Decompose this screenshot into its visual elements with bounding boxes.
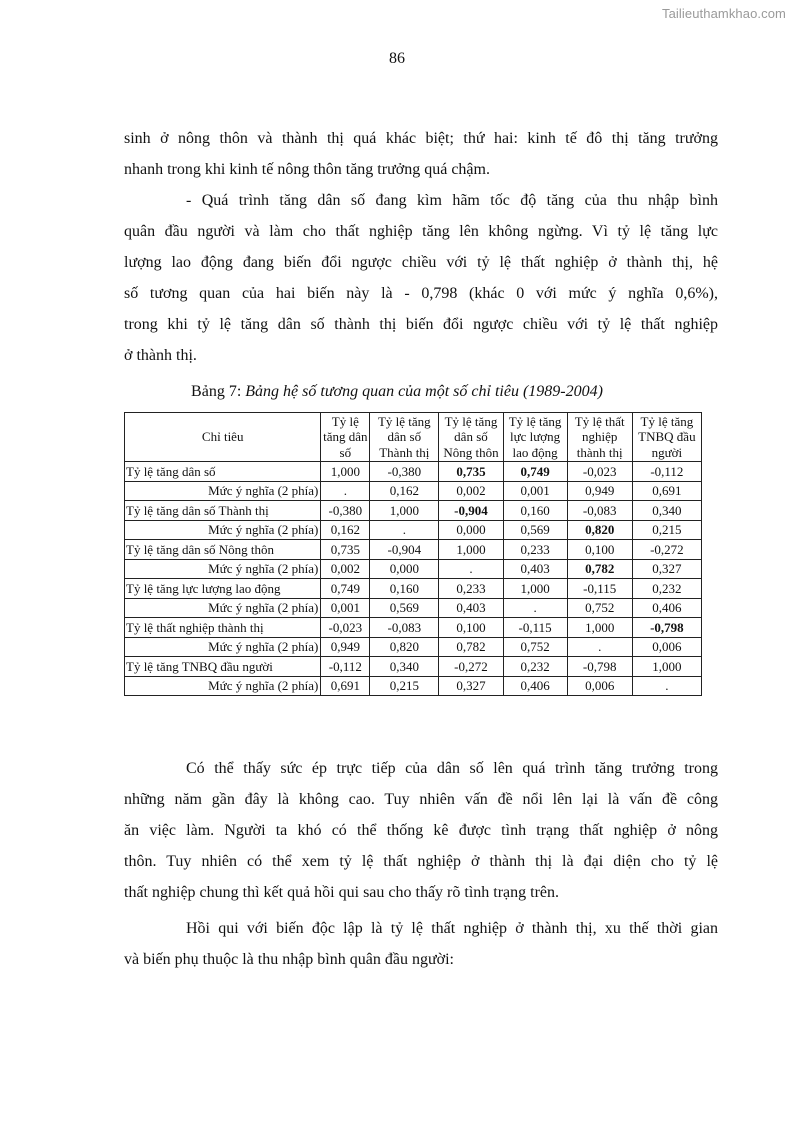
table-cell: 0,002	[321, 559, 370, 579]
table-cell: 0,006	[632, 637, 701, 657]
paragraph-line: Có thể thấy sức ép trực tiếp của dân số lên quá trình tăng trưởng trong	[186, 760, 718, 777]
paragraph-line: ăn việc làm. Người ta khó có thể thống kê được tình trạng thất nghiệp ở nông	[124, 822, 718, 839]
row-label: Tỷ lệ tăng dân số	[125, 462, 321, 482]
header-cell: Tỷ lệ tăng dân số Thành thị	[370, 413, 439, 462]
paragraph-2	[124, 185, 718, 371]
paragraph-line: thôn. Tuy nhiên có thể xem tỷ lệ thất nghiệp ở thành thị là đại diện cho tỷ lệ	[124, 853, 718, 870]
coefficient-row	[125, 618, 702, 638]
correlation-table	[124, 412, 702, 696]
significance-row	[125, 598, 702, 618]
table-cell: -0,798	[632, 618, 701, 638]
table-cell: 0,406	[503, 676, 567, 696]
table-cell: 0,735	[321, 540, 370, 560]
table-cell: 0,752	[503, 637, 567, 657]
header-cell: Tỷ lệ thất nghiệp thành thị	[567, 413, 632, 462]
table-cell: 0,403	[439, 598, 503, 618]
table-cell: 1,000	[503, 579, 567, 599]
watermark: Tailieuthamkhao.com	[661, 6, 786, 21]
table-cell: 0,949	[321, 637, 370, 657]
table-cell: -0,112	[321, 657, 370, 677]
table-cell: -0,023	[321, 618, 370, 638]
table-cell: 0,215	[632, 520, 701, 540]
table-cell: -0,112	[632, 462, 701, 482]
table-cell: -0,083	[370, 618, 439, 638]
table-cell: -0,380	[321, 501, 370, 521]
table-cell: 0,001	[321, 598, 370, 618]
paragraph-line: lượng lao động đang biến đổi ngược chiều với tỷ lệ thất nghiệp ở thành thị, hệ	[124, 254, 718, 271]
table-caption	[0, 383, 794, 401]
table-cell: 0,100	[439, 618, 503, 638]
table-cell: .	[503, 598, 567, 618]
table-cell: 0,215	[370, 676, 439, 696]
table-cell: .	[439, 559, 503, 579]
paragraph-line: trong khi tỷ lệ tăng dân số thành thị biến đổi ngược chiều với tỷ lệ thất nghiệp	[124, 316, 718, 333]
table-cell: 0,406	[632, 598, 701, 618]
coefficient-row	[125, 501, 702, 521]
row-label: Tỷ lệ thất nghiệp thành thị	[125, 618, 321, 638]
paragraph-line: sinh ở nông thôn và thành thị quá khác biệt; thứ hai: kinh tế đô thị tăng trưởng	[124, 130, 718, 147]
significance-row	[125, 559, 702, 579]
row-label: Mức ý nghĩa (2 phía)	[125, 598, 321, 618]
table-cell: -0,023	[567, 462, 632, 482]
table-cell: -0,115	[567, 579, 632, 599]
paragraph-line: những năm gần đây là không cao. Tuy nhiên vấn đề nổi lên lại là vấn đề công	[124, 791, 718, 808]
table-cell: 0,160	[370, 579, 439, 599]
paragraph-line: Hồi qui với biến độc lập là tỷ lệ thất nghiệp ở thành thị, xu thế thời gian	[186, 920, 718, 937]
row-label: Mức ý nghĩa (2 phía)	[125, 559, 321, 579]
table-cell: 0,340	[370, 657, 439, 677]
table-cell: 0,735	[439, 462, 503, 482]
paragraph-line: nhanh trong khi kinh tế nông thôn tăng trưởng quá chậm.	[124, 161, 490, 178]
table-caption-prefix: Bảng 7:	[191, 383, 246, 400]
table-cell: 0,006	[567, 676, 632, 696]
table-cell: 0,232	[503, 657, 567, 677]
paragraph-line: thất nghiệp chung thì kết quả hồi qui sau cho thấy rõ tình trạng trên.	[124, 884, 560, 901]
table-cell: 0,820	[370, 637, 439, 657]
table-cell: .	[321, 481, 370, 501]
table-cell: 0,820	[567, 520, 632, 540]
table-cell: -0,904	[439, 501, 503, 521]
table-cell: 0,403	[503, 559, 567, 579]
table-cell: 0,162	[370, 481, 439, 501]
row-label: Tỷ lệ tăng lực lượng lao động	[125, 579, 321, 599]
table-cell: 0,001	[503, 481, 567, 501]
table-cell: 1,000	[439, 540, 503, 560]
coefficient-row	[125, 657, 702, 677]
paragraph-line: và biến phụ thuộc là thu nhập bình quân đầu người:	[124, 951, 454, 968]
table-cell: 0,233	[439, 579, 503, 599]
table-cell: 1,000	[567, 618, 632, 638]
row-label: Mức ý nghĩa (2 phía)	[125, 676, 321, 696]
table-cell: 1,000	[632, 657, 701, 677]
table-body	[125, 462, 702, 696]
table-cell: -0,798	[567, 657, 632, 677]
table-cell: -0,272	[439, 657, 503, 677]
table-cell: 0,100	[567, 540, 632, 560]
row-label: Mức ý nghĩa (2 phía)	[125, 637, 321, 657]
paragraph-1	[124, 123, 718, 185]
table-caption-title: Bảng hệ số tương quan của một số chỉ tiêu (1989-2004)	[245, 383, 603, 400]
table-cell: -0,115	[503, 618, 567, 638]
table-cell: -0,904	[370, 540, 439, 560]
row-label: Tỷ lệ tăng dân số Thành thị	[125, 501, 321, 521]
paragraph-line: ở thành thị.	[124, 347, 197, 364]
table-cell: 0,340	[632, 501, 701, 521]
table-cell: 0,949	[567, 481, 632, 501]
table-cell: 0,000	[439, 520, 503, 540]
paragraph-line: số tương quan của hai biến này là - 0,798 (khác 0 với mức ý nghĩa 0,6%),	[124, 285, 718, 302]
table-cell: 0,749	[503, 462, 567, 482]
table-cell: 0,569	[503, 520, 567, 540]
table-cell: 0,782	[567, 559, 632, 579]
table-cell: 0,160	[503, 501, 567, 521]
significance-row	[125, 637, 702, 657]
header-cell: Tỷ lệ tăng lực lượng lao động	[503, 413, 567, 462]
table-cell: .	[567, 637, 632, 657]
table-cell: 0,327	[439, 676, 503, 696]
table-cell: 1,000	[321, 462, 370, 482]
table-cell: 0,691	[321, 676, 370, 696]
table-cell: 0,691	[632, 481, 701, 501]
table-cell: 0,749	[321, 579, 370, 599]
table-cell: 0,233	[503, 540, 567, 560]
table-cell: 0,002	[439, 481, 503, 501]
row-label: Tỷ lệ tăng TNBQ đầu người	[125, 657, 321, 677]
significance-row	[125, 520, 702, 540]
table-header-row	[125, 413, 702, 462]
table-cell: 0,752	[567, 598, 632, 618]
header-cell: Tỷ lệ tăng dân số	[321, 413, 370, 462]
table-cell: 0,327	[632, 559, 701, 579]
coefficient-row	[125, 540, 702, 560]
significance-row	[125, 481, 702, 501]
table-cell: 1,000	[370, 501, 439, 521]
paragraph-line: quân đầu người và làm cho thất nghiệp tăng lên không ngừng. Vì tỷ lệ tăng lực	[124, 223, 718, 240]
header-cell-indicator: Chỉ tiêu	[125, 413, 321, 462]
table-cell: 0,000	[370, 559, 439, 579]
header-cell: Tỷ lệ tăng TNBQ đầu người	[632, 413, 701, 462]
significance-row	[125, 676, 702, 696]
table-cell: -0,272	[632, 540, 701, 560]
table-cell: 0,782	[439, 637, 503, 657]
header-cell: Tỷ lệ tăng dân số Nông thôn	[439, 413, 503, 462]
table-cell: 0,232	[632, 579, 701, 599]
table-cell: 0,162	[321, 520, 370, 540]
paragraph-line: - Quá trình tăng dân số đang kìm hãm tốc độ tăng của thu nhập bình	[186, 192, 718, 209]
table-cell: .	[370, 520, 439, 540]
paragraph-4	[124, 913, 718, 975]
table-cell: -0,083	[567, 501, 632, 521]
paragraph-3	[124, 753, 718, 908]
coefficient-row	[125, 579, 702, 599]
row-label: Mức ý nghĩa (2 phía)	[125, 520, 321, 540]
table-cell: 0,569	[370, 598, 439, 618]
table-cell: -0,380	[370, 462, 439, 482]
row-label: Mức ý nghĩa (2 phía)	[125, 481, 321, 501]
row-label: Tỷ lệ tăng dân số Nông thôn	[125, 540, 321, 560]
page-number: 86	[389, 50, 405, 67]
table-cell: .	[632, 676, 701, 696]
coefficient-row	[125, 462, 702, 482]
